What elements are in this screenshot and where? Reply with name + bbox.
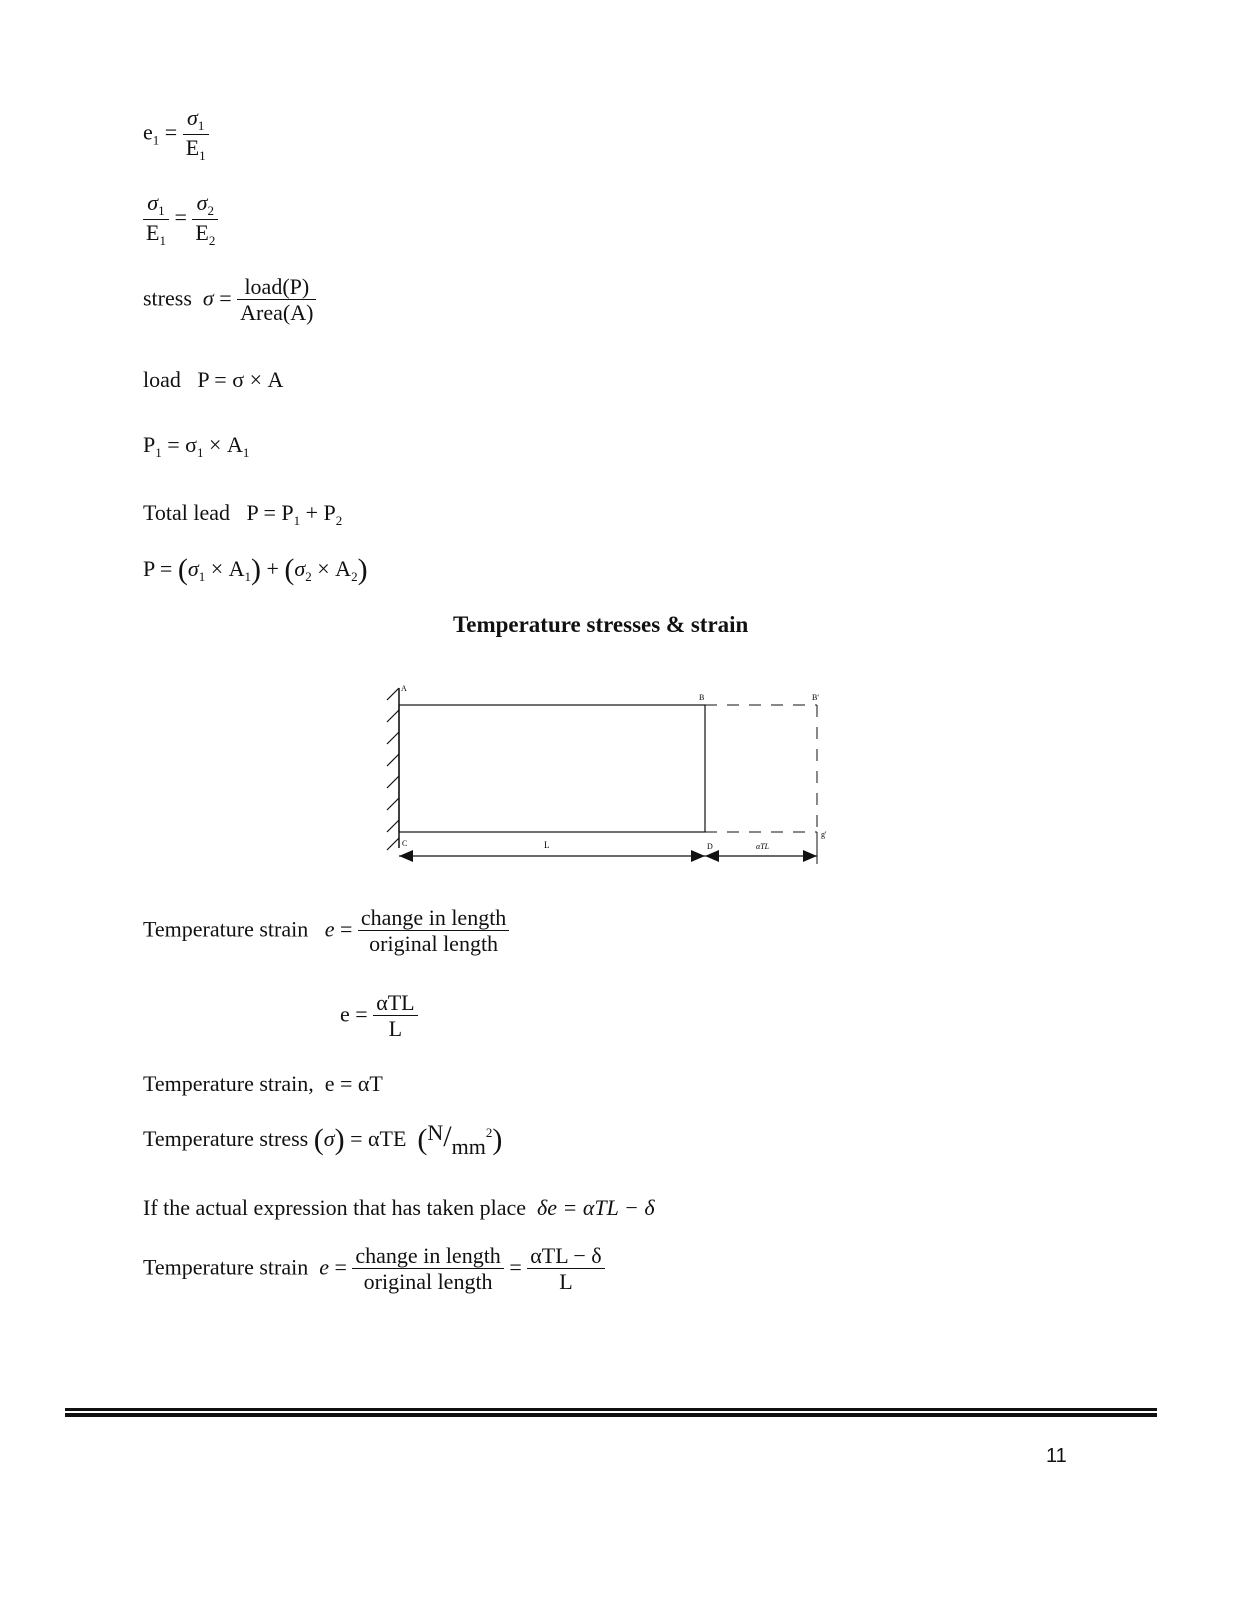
arrowhead-expansion-right xyxy=(803,850,817,862)
equation-temperature-strain-final: Temperature strain e = $\frac{\text{change in length}}{\text{original length}}$ = $\frac{\text{αTL − δ}}{L}$ xyxy=(143,1243,605,1296)
equation-load-1: $P_1 = \sigma_1 \times A_1$ xyxy=(143,432,250,460)
equation-actual-expansion: If the actual expression that has taken place δe = αTL − δ xyxy=(143,1195,655,1220)
arrowhead-expansion-left xyxy=(705,850,719,862)
equation-total-load: Total lead $P = P_1 + P_2$ xyxy=(143,500,343,528)
arrowhead-left xyxy=(399,850,413,862)
equation-total-load-expanded: $P = (\sigma_1 \times A_1) + (\sigma_2 \times A_2)$ xyxy=(143,553,368,586)
equation-strain-atl: e = $\frac{\text{αTL}}{L}$ xyxy=(340,990,418,1043)
equation-temperature-strain-definition: Temperature strain e = $\frac{\text{change in length}}{\text{original length}}$ xyxy=(143,905,509,958)
arrowhead-l-right xyxy=(691,850,705,862)
label-a: A xyxy=(401,684,407,693)
footer-rule-thin xyxy=(65,1408,1157,1411)
label-c: C xyxy=(402,839,408,848)
support-hatching xyxy=(387,688,399,850)
label-alpha-tl: αTL xyxy=(756,842,770,851)
label-d: D xyxy=(707,842,713,851)
footer-rule-thick xyxy=(65,1413,1157,1417)
section-title: Temperature stresses & strain xyxy=(453,612,749,637)
label-b: B xyxy=(699,693,705,702)
equation-stress-definition: stress σ = $\frac{\text{load(P)}}{\text{Area(A)}}$ xyxy=(143,274,316,327)
label-b-prime: B' xyxy=(812,693,819,702)
label-d-prime: g' xyxy=(821,830,827,839)
equation-strain-1: $e_1$ = $\frac{\sigma_1}{E_1}$ xyxy=(143,105,209,164)
equation-temperature-stress: Temperature stress (σ) = αTE $(N/mm^2)$ xyxy=(143,1120,503,1159)
equation-load: load P = σ × A xyxy=(143,367,284,392)
expanded-bar-outline xyxy=(705,705,817,832)
equation-temperature-strain-simple: Temperature strain, e = αT xyxy=(143,1071,383,1096)
label-l: L xyxy=(544,840,550,850)
original-bar xyxy=(399,705,705,832)
equation-stress-ratio: $\frac{\sigma_1}{E_1}$ = $\frac{\sigma_2}{E_2}$ xyxy=(143,190,218,249)
page-number: 11 xyxy=(1046,1445,1067,1467)
thermal-expansion-diagram xyxy=(380,678,840,873)
